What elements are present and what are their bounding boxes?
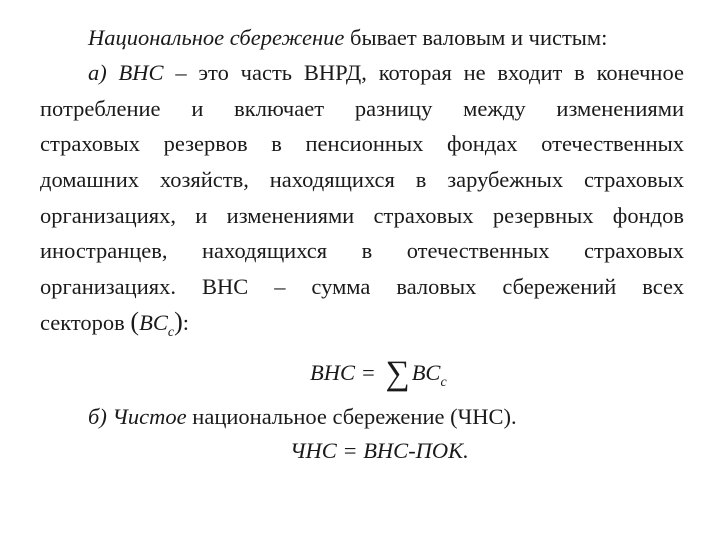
formula-net-saving: ЧНС = ВНС-ПОК. [290,438,469,463]
item-a-line-5: организациях, и изменениями страховых резервных фондов [40,203,684,228]
intro-rest-text: бывает валовым и чистым: [344,25,608,50]
paragraph-intro [88,24,684,52]
item-a-line-2: потребление и включает разницу между изменениями [40,96,684,121]
sigma-symbol: ∑ [385,355,410,392]
item-a-line-3: страховых резервов в пенсионных фондах отечественных [40,131,684,156]
item-a-last-line: секторов $(BC_c)$: [40,307,190,340]
item-a-line-6: иностранцев, находящихся в отечественных страховых [40,238,684,263]
formula1-subscript: c [440,375,447,390]
item-a-line-7: организациях. ВНС – сумма валовых сбережений всех [40,274,684,299]
colon: : [182,310,190,335]
formula-gross-saving [310,356,447,391]
item-b-line [88,403,684,431]
item-a-line-4: домашних хозяйств, находящихся в зарубежных страховых [40,167,684,192]
formula1-rhs: BC [411,360,441,385]
term-national-saving: Национальное сбережение [88,25,345,50]
item-b-text: национальное сбережение (ЧНС). [186,404,517,429]
sector-saving-symbol: BC [139,310,168,335]
item-a-marker: а) ВНС [88,60,164,85]
sectors-text: секторов [40,310,131,335]
item-a-definition-start: – это часть ВНРД, которая не входит в конечное [163,60,684,85]
sector-saving-subscript: c [167,325,175,340]
item-a-first-line [88,59,684,87]
item-b-marker: б) Чистое [88,404,187,429]
formula1-lhs: ВНС = [310,360,382,385]
